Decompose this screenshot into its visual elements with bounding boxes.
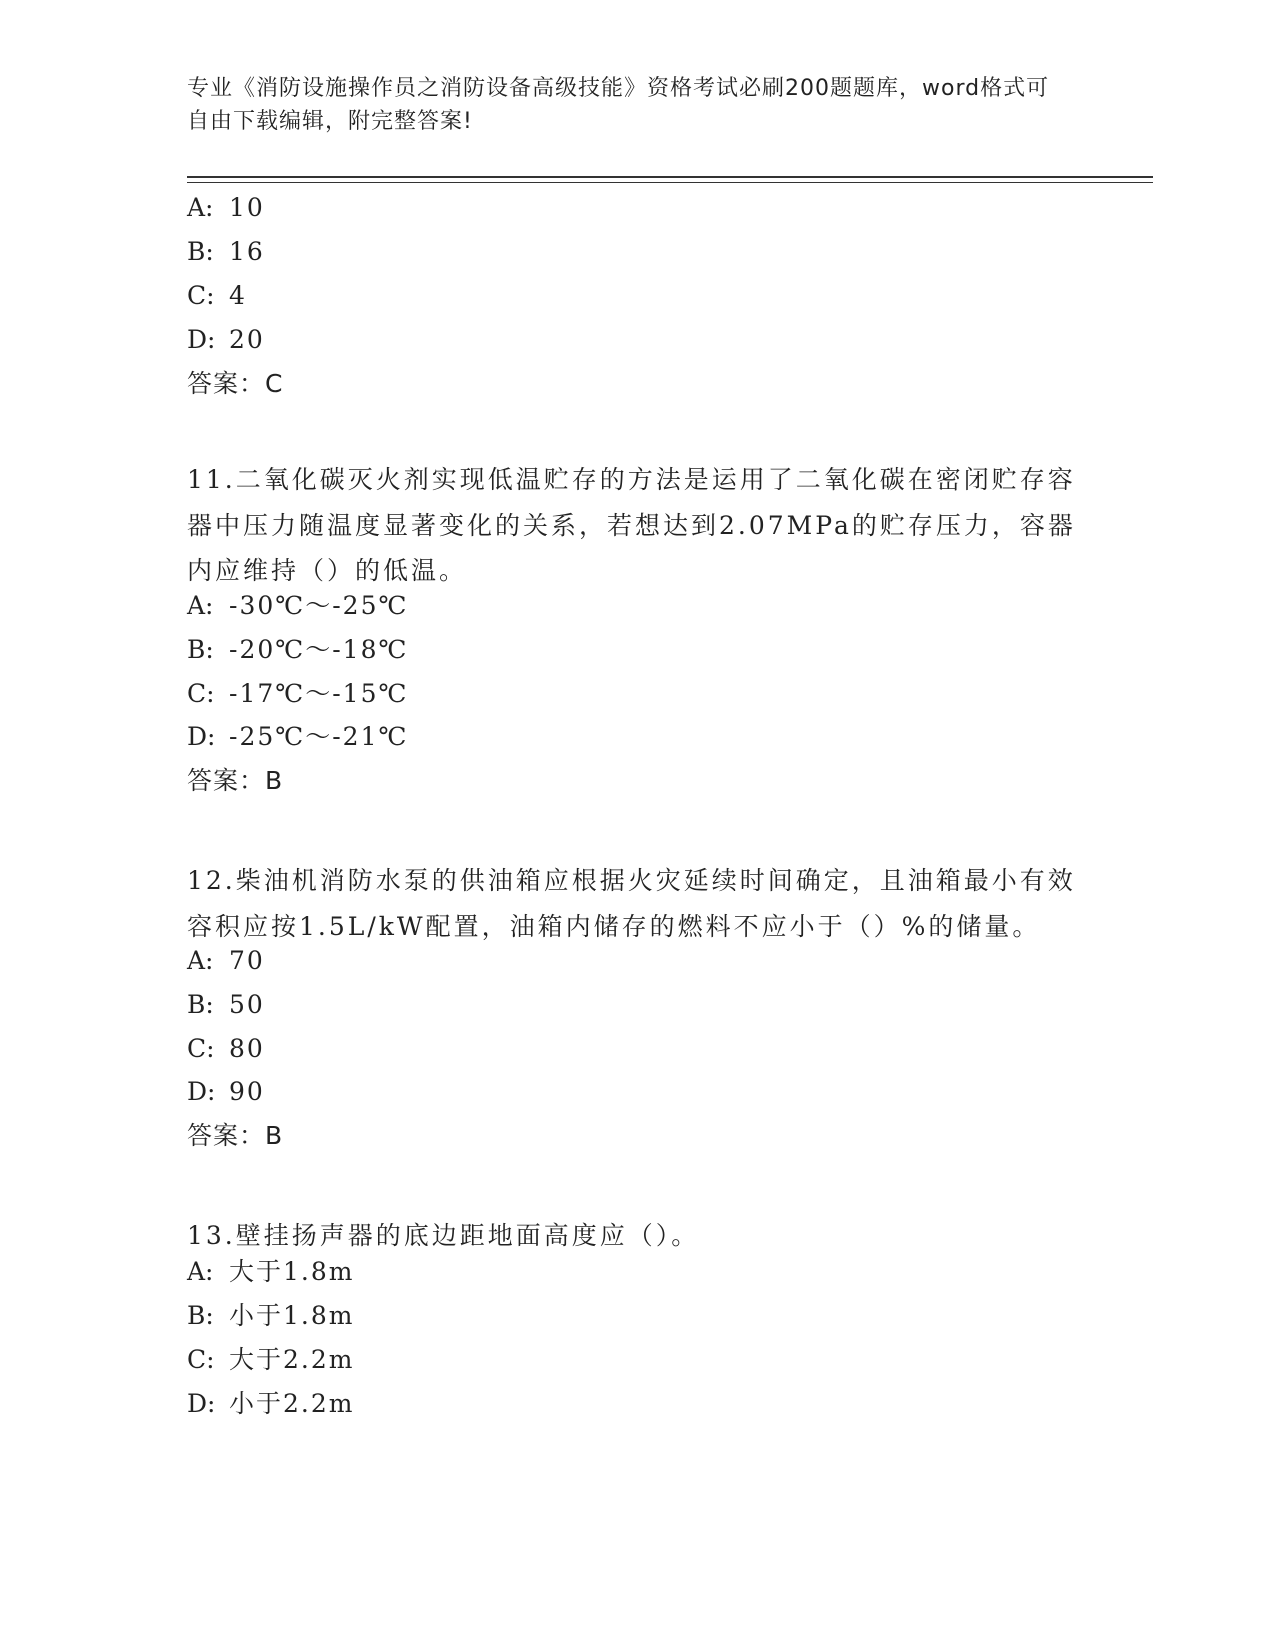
q10-answer: 答案：C [187,369,284,398]
q13-option-b: B: 小于1.8m [187,1301,355,1330]
q11-option-a: A: -30℃～-25℃ [187,591,409,620]
q13-option-d: D: 小于2.2m [187,1389,355,1418]
q12-option-c: C: 80 [187,1034,265,1063]
q11-option-d: D: -25℃～-21℃ [187,722,409,751]
q13-option-a: A: 大于1.8m [187,1257,355,1286]
header-divider-thin [187,182,1153,183]
q11-option-b: B: -20℃～-18℃ [187,635,409,664]
q12-option-d: D: 90 [187,1077,265,1106]
q13-option-c: C: 大于2.2m [187,1345,355,1374]
q11-answer: 答案：B [187,766,284,795]
document-header: 专业《消防设施操作员之消防设备高级技能》资格考试必刷200题题库，word格式可自由下载编辑，附完整答案! [187,76,1050,134]
q13-question: 13.壁挂扬声器的底边距地面高度应（）。 [187,1221,700,1250]
q12-option-a: A: 70 [187,946,265,975]
q11-question: 11.二氧化碳灭火剂实现低温贮存的方法是运用了二氧化碳在密闭贮存容器中压力随温度显著变化的关系，若想达到2.07MPa的贮存压力，容器内应维持（）的低温。 [187,465,1076,585]
q10-option-d: D: 20 [187,325,265,354]
q10-option-c: C: 4 [187,281,247,310]
header-divider [187,176,1153,178]
q11-option-c: C: -17℃～-15℃ [187,679,409,708]
q12-option-b: B: 50 [187,990,265,1019]
q10-option-b: B: 16 [187,237,265,266]
q10-option-a: A: 10 [187,193,265,222]
q12-question: 12.柴油机消防水泵的供油箱应根据火灾延续时间确定，且油箱最小有效容积应按1.5L/kW配置，油箱内储存的燃料不应小于（）%的储量。 [187,866,1076,941]
q12-answer: 答案：B [187,1121,284,1150]
